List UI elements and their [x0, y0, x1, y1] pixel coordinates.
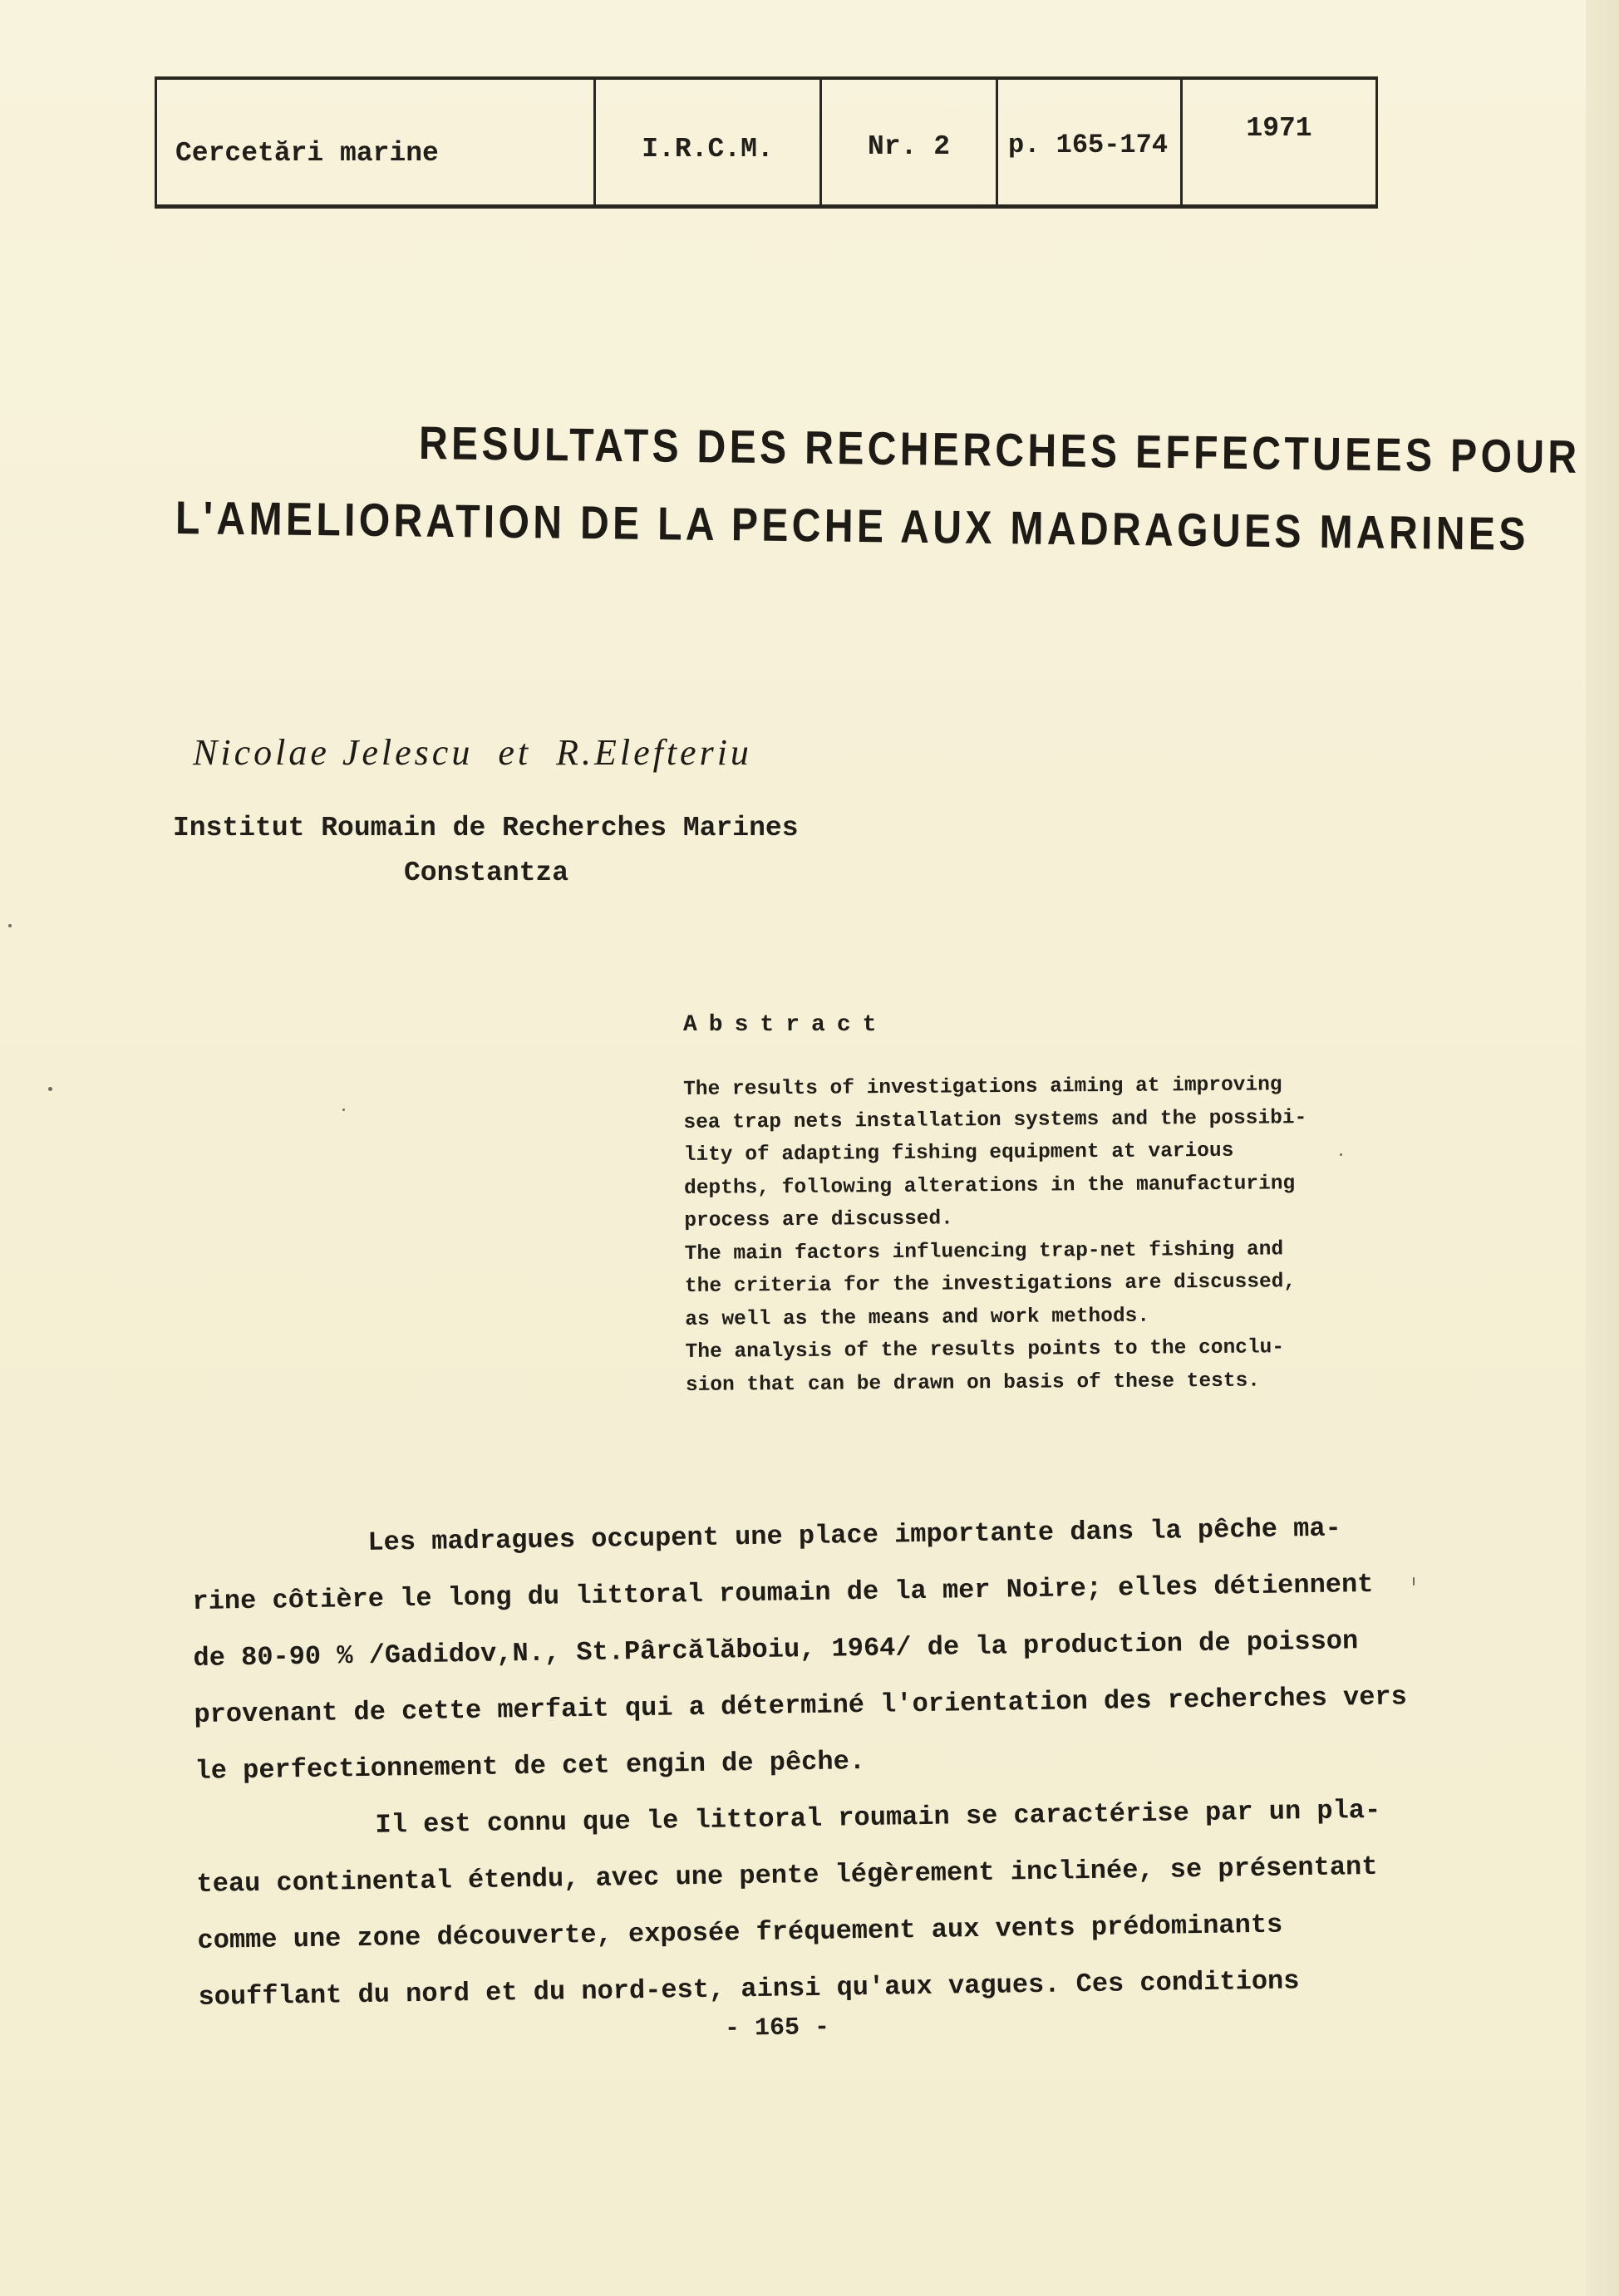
body-line: comme une zone découverte, exposée fréquement aux vents prédominants: [197, 1909, 1283, 1956]
scan-speck: [48, 1087, 52, 1091]
abstract-line: lity of adapting fishing equipment at various: [683, 1139, 1234, 1167]
abstract-line: as well as the means and work methods.: [685, 1305, 1150, 1331]
scan-speck: [1340, 1153, 1342, 1156]
header-year: 1971: [1246, 113, 1312, 144]
journal-header-table: [155, 76, 1378, 209]
body-line: provenant de cette merfait qui a déterminé l'orientation des recherches vers: [194, 1681, 1408, 1730]
scan-speck: [1413, 1577, 1415, 1586]
author-first: Nicolae Jelescu: [193, 732, 474, 773]
abstract-line: The analysis of the results points to the conclu-: [685, 1336, 1285, 1364]
abstract-line: process are discussed.: [684, 1207, 953, 1232]
abstract-line: depths, following alterations in the manufacturing: [683, 1172, 1296, 1200]
scan-speck: [8, 924, 12, 927]
abstract-line: the criteria for the investigations are discussed,: [684, 1271, 1297, 1298]
body-line: Il est connu que le littoral roumain se caractérise par un pla-: [375, 1794, 1381, 1841]
body-line: rine côtière le long du littoral roumain de la mer Noire; elles détiennent: [192, 1568, 1374, 1617]
header-journal-name: Cercetări marine: [157, 80, 596, 204]
body-paragraphs: [191, 1499, 1412, 2026]
author-conjunction: et: [498, 732, 532, 773]
header-issue-number: Nr. 2: [822, 80, 998, 204]
abstract-heading: Abstract: [683, 1012, 888, 1038]
header-page-range: p. 165-174: [998, 80, 1183, 204]
abstract-line: The main factors influencing trap-net fishing and: [684, 1237, 1284, 1266]
abstract-body: [683, 1068, 1384, 1402]
body-line: de 80-90 % /Gadidov,N., St.Pârcălăboiu, 1964/ de la production de poisson: [193, 1625, 1359, 1674]
abstract-line: sea trap nets installation systems and the possibi-: [683, 1106, 1307, 1134]
scan-speck: [342, 1109, 345, 1111]
abstract-line: sion that can be drawn on basis of these tests.: [685, 1369, 1261, 1397]
body-line: teau continental étendu, avec une pente légèrement inclinée, se présentant: [196, 1851, 1378, 1900]
page-number: - 165 -: [724, 2013, 830, 2043]
body-line: le perfectionnement de cet engin de pêche.: [194, 1746, 866, 1787]
header-institute: I.R.C.M.: [596, 80, 822, 204]
affiliation-city: Constantza: [404, 858, 569, 888]
author-list: [193, 731, 752, 774]
abstract-line: The results of investigations aiming at improving: [683, 1074, 1282, 1101]
author-second: R.Elefteriu: [556, 732, 752, 773]
body-line: soufflant du nord et du nord-est, ainsi qu'aux vagues. Ces conditions: [198, 1965, 1300, 2013]
article-title-line-1: RESULTATS DES RECHERCHES EFFECTUEES POUR: [418, 416, 1581, 484]
page-edge-shadow: [1586, 0, 1619, 2296]
body-line: Les madragues occupent une place importante dans la pêche ma-: [367, 1512, 1342, 1558]
article-title-line-2: L'AMELIORATION DE LA PECHE AUX MADRAGUES MARINES: [175, 491, 1529, 560]
affiliation-institution: Institut Roumain de Recherches Marines: [173, 813, 799, 843]
